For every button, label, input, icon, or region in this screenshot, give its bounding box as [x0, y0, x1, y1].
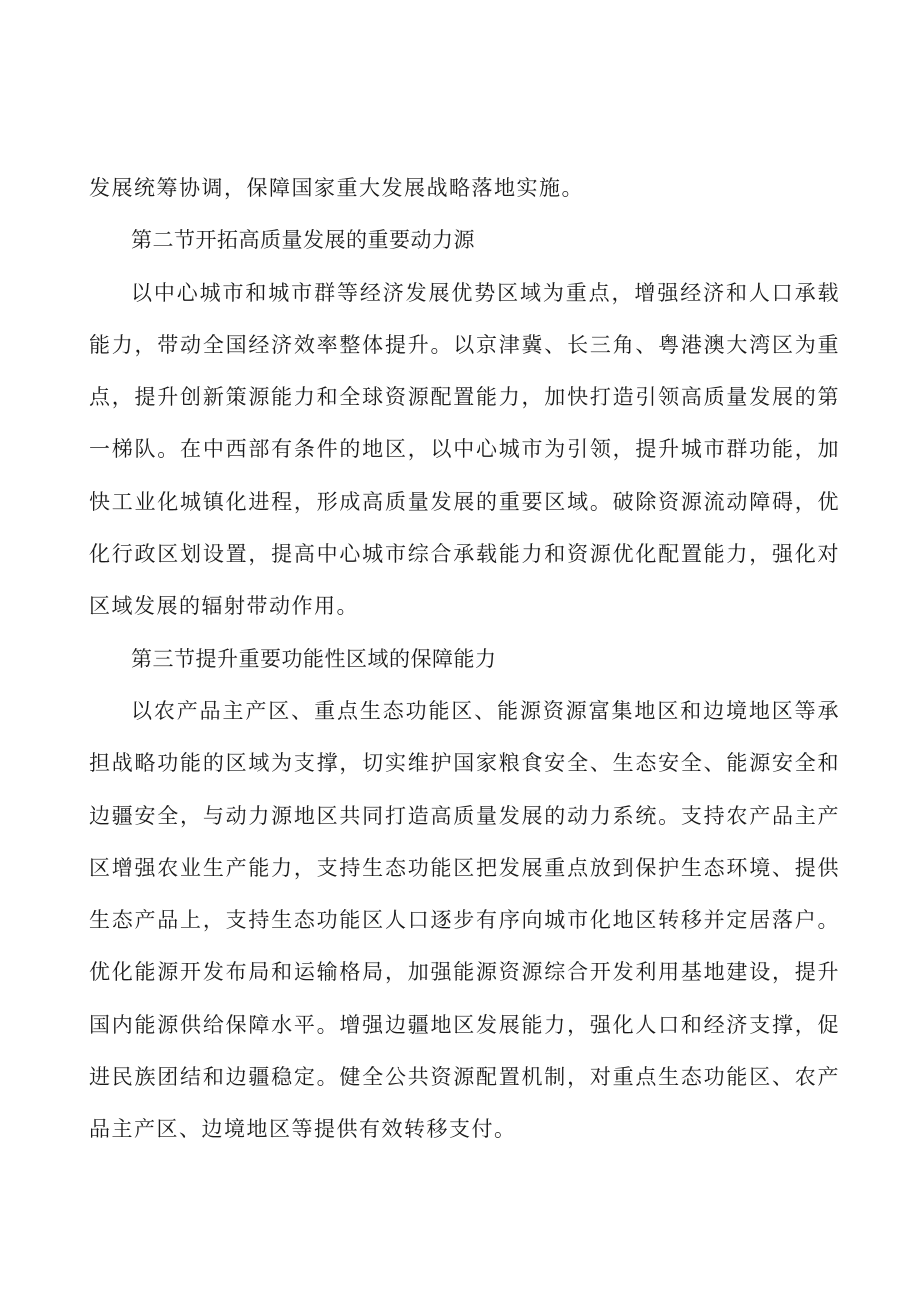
paragraph-section-3: 以农产品主产区、重点生态功能区、能源资源富集地区和边境地区等承担战略功能的区域为支撑，切实维护国家粮食安全、生态安全、能源安全和边疆安全，与动力源地区共同打造高质量发展的动力系统。支持农产品主产区增强农业生产能力，支持生态功能区把发展重点放到保护生态环境、提供生态产品上，支持生态功能区人口逐步有序向城市化地区转移并定居落户。优化能源开发布局和运输格局，加强能源资源综合开发利用基地建设，提升国内能源供给保障水平。增强边疆地区发展能力，强化人口和经济支撑，促进民族团结和边疆稳定。健全公共资源配置机制，对重点生态功能区、农产品主产区、边境地区等提供有效转移支付。: [89, 698, 840, 1142]
document-body: [89, 162, 840, 1156]
paragraph-section-2: 以中心城市和城市群等经济发展优势区域为重点，增强经济和人口承载能力，带动全国经济效率整体提升。以京津冀、长三角、粤港澳大湾区为重点，提升创新策源能力和全球资源配置能力，加快打造引领高质量发展的第一梯队。在中西部有条件的地区，以中心城市为引领，提升城市群功能，加快工业化城镇化进程，形成高质量发展的重要区域。破除资源流动障碍，优化行政区划设置，提高中心城市综合承载能力和资源优化配置能力，强化对区域发展的辐射带动作用。: [89, 280, 840, 619]
section-heading-2: 第二节开拓高质量发展的重要动力源: [131, 228, 475, 253]
section-heading-3: 第三节提升重要功能性区域的保障能力: [131, 646, 497, 671]
paragraph-continuation: 发展统筹协调，保障国家重大发展战略落地实施。: [89, 176, 584, 200]
